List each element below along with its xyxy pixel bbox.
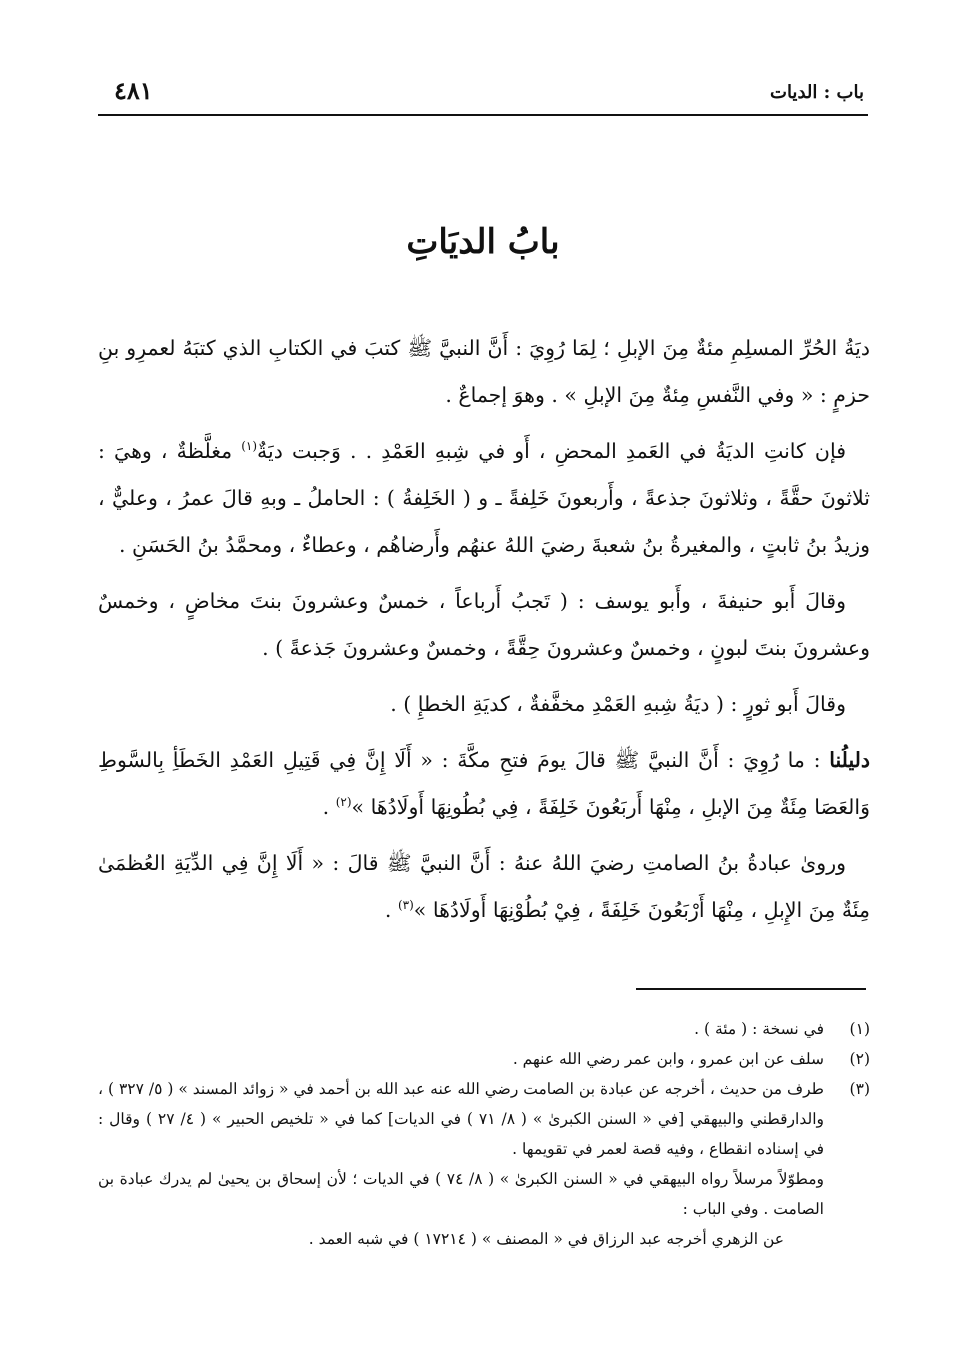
footnote-ref-2[interactable]: (٢) bbox=[335, 795, 352, 810]
footnote-3 bbox=[98, 1074, 870, 1254]
paragraph-2-text-b: مغلَّظةٌ ، وهيَ : ثلاثونَ حقَّةً ، وثلاثونَ جذعةً ، وأَربعونَ خَلِفةً ـ و ( الخَلِفةُ ) : الحاملُ ـ وبهِ قالَ عمرُ ، وعليٌّ ، وزيدُ بنُ ثابتٍ ، والمغيرةُ بنُ شعبةَ رضيَ اللهُ عنهُم وأَرضاهُم ، وعطاءٌ ، ومحمَّدُ بنُ الحَسَنِ . bbox=[98, 439, 870, 557]
paragraph-6 bbox=[98, 840, 870, 934]
footnote-number: (٣) bbox=[849, 1080, 870, 1098]
main-text bbox=[98, 325, 870, 943]
paragraph-6-text-a: وروىٰ عبادةُ بنُ الصامتِ رضيَ اللهُ عنهُ : أَنَّ النبيَّ ﷺ قالَ : « أَلَا إِنَّ فِي الدِّيَةِ العُظمَىٰ مِئَةٌ مِنَ الإِبلِ ، مِنْهَا أَرْبَعُونَ خَلِفَةً ، فِيْ بُطُوْنِهَا أَولَادُهَا » bbox=[98, 851, 870, 922]
footnote-2 bbox=[98, 1044, 870, 1074]
paragraph-2-text-a: فإن كانتِ الديَةُ في العَمدِ المحضِ ، أَو في شِبهِ العَمْدِ . . وَجبت ديَةٌ bbox=[257, 439, 846, 463]
evidence-label: دليلُنا bbox=[829, 748, 870, 772]
footnote-line: في نسخة : ( مئة ) . bbox=[694, 1020, 824, 1038]
footnote-text bbox=[98, 1014, 824, 1044]
footnote-divider bbox=[636, 988, 866, 990]
paragraph-1-text: ديَةُ الحُرِّ المسلِمِ مئةٌ مِنَ الإبلِ ؛ لِمَا رُوِيَ : أَنَّ النبيَّ ﷺ كتبَ في الكتابِ الذي كتبَهُ لعمرِو بنِ حزمٍ : « وفي النَّفسِ مِئةٌ مِنَ الإبلِ » . وهوَ إجماعٌ . bbox=[98, 336, 870, 407]
footnote-text bbox=[98, 1044, 824, 1074]
page-number: ٤٨١ bbox=[114, 76, 153, 105]
footnote-ref-3[interactable]: (٣) bbox=[397, 898, 414, 913]
chapter-title: بابُ الديَاتِ bbox=[406, 222, 560, 262]
paragraph-3 bbox=[98, 578, 870, 672]
paragraph-5-text-b: . bbox=[322, 795, 336, 819]
footnote-number: (١) bbox=[849, 1020, 870, 1038]
paragraph-5-text-a: : ما رُوِيَ : أَنَّ النبيَّ ﷺ قالَ يومَ فتحِ مكَّةَ : « أَلَا إِنَّ فِي قَتِيلِ العَمْدِ الخَطَأِ بِالسَّوطِ وَالعَصَا مِئَةٌ مِنَ الإبلِ ، مِنْهَا أَربَعُونَ خَلِفَةً ، فِي بُطُونِهَا أَولَادُهَا » bbox=[98, 748, 870, 819]
footnotes bbox=[98, 1014, 870, 1254]
footnote-line: عن الزهري أخرجه عبد الرزاق في « المصنف » ( ١٧٢١٤ ) في شبه العمد . bbox=[308, 1230, 784, 1248]
footnote-text bbox=[98, 1074, 824, 1254]
header-divider bbox=[98, 114, 868, 116]
paragraph-3-text: وقالَ أَبو حنيفةَ ، وأَبو يوسف : ( تَجبُ أَرباعاً ، خمسٌ وعشرونَ بنتَ مخاضٍ ، وخمسٌ وعشرونَ بنتَ لبونٍ ، وخمسٌ وعشرونَ حِقَّةً ، وخمسٌ وعشرونَ جَذعةً ) . bbox=[98, 589, 870, 660]
paragraph-5 bbox=[98, 737, 870, 831]
footnote-ref-1[interactable]: (١) bbox=[241, 439, 258, 454]
footnote-number: (٢) bbox=[849, 1050, 870, 1068]
footnote-1 bbox=[98, 1014, 870, 1044]
footnote-line: ومطوّلاً مرسلاً رواه البيهقي في « السنن الكبرىٰ » ( ٨/ ٧٤ ) في الديات ؛ لأن إسحاق بن يحيىٰ لم يدرك عبادة بن الصامت . وفي الباب : bbox=[98, 1170, 824, 1218]
paragraph-4 bbox=[98, 681, 870, 728]
running-header-title: باب : الديات bbox=[770, 82, 864, 103]
footnote-line: طرف من حديث ، أخرجه عن عبادة بن الصامت رضي الله عنه عبد الله بن أحمد في « زوائد المسند » ( ٥/ ٣٢٧ ) ، والدارقطني والبيهقي [في « السنن الكبرىٰ » ( ٨/ ٧١ ) في الديات] كما في « تلخيص الحبير » ( ٤/ ٢٧ ) وقال : في إسناده انقطاع ، وفيه قصة لعمر في تقويمها . bbox=[98, 1080, 825, 1158]
paragraph-1 bbox=[98, 325, 870, 419]
paragraph-6-text-b: . bbox=[384, 898, 398, 922]
paragraph-4-text: وقالَ أَبو ثورٍ : ( ديَةُ شِبهِ العَمْدِ مخفَّفةٌ ، كديَةِ الخطإِ ) . bbox=[390, 692, 846, 716]
paragraph-2 bbox=[98, 428, 870, 569]
footnote-line: سلف عن ابن عمرو ، وابن عمر رضي الله عنهم . bbox=[512, 1050, 824, 1068]
